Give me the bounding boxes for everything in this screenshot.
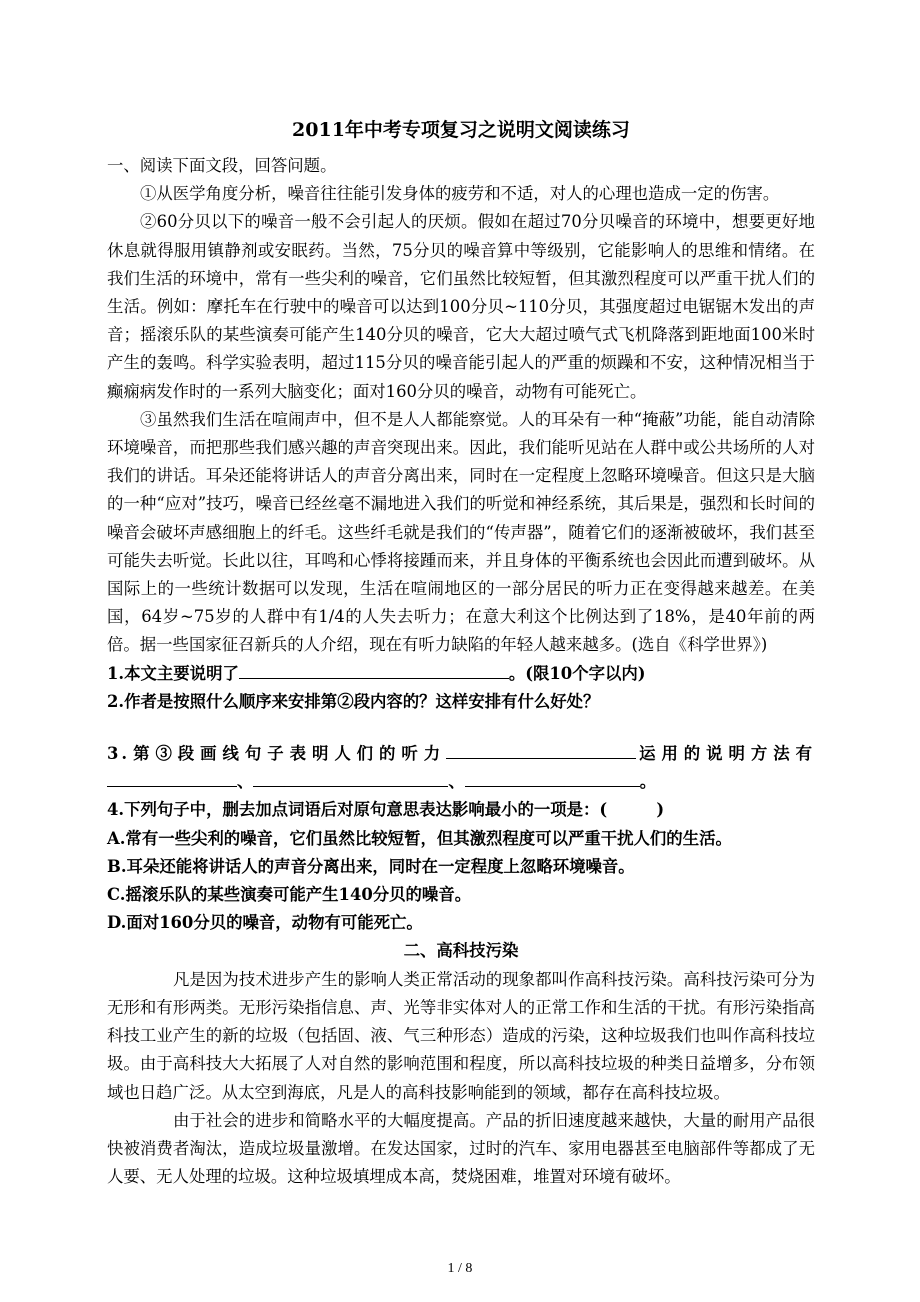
question-3-line-2 — [107, 768, 815, 796]
section2-paragraph-2: 由于社会的进步和简略水平的大幅度提高。产品的折旧速度越来越快，大量的耐用产品很快被消费者淘汰，造成垃圾量激增。在发达国家，过时的汽车、家用电器甚至电脑部件等都成了无人要、无人处理的垃圾。这种垃圾填埋成本高，焚烧困难，堆置对环境有破坏。 — [107, 1110, 815, 1187]
question-3-prefix: 3.第③段画线句子表明人们的听力 — [107, 744, 447, 764]
option-b: B.耳朵还能将讲话人的声音分离出来，同时在一定程度上忽略环境噪音。 — [107, 856, 635, 876]
option-d: D.面对160分贝的噪音，动物有可能死亡。 — [107, 913, 423, 933]
question-3-suffix: 运用的说明方法有 — [636, 744, 815, 764]
question-1-suffix: 。(限10个字以内) — [508, 663, 646, 683]
question-3-line-1 — [107, 740, 815, 768]
document-page — [107, 116, 815, 1191]
question-3-answer-blank-1[interactable] — [446, 740, 636, 759]
question-2: 2.作者是按照什么顺序来安排第②段内容的？这样安排有什么好处？ — [107, 691, 600, 711]
section1-heading: 一、阅读下面文段，回答问题。 — [107, 156, 337, 175]
option-a: A.常有一些尖利的噪音，它们虽然比较短暂，但其激烈程度可以严重干扰人们的生活。 — [107, 828, 732, 848]
document-title: 2011年中考专项复习之说明文阅读练习 — [292, 119, 630, 141]
question-3-end: 。 — [639, 772, 657, 792]
option-c: C.摇滚乐队的某些演奏可能产生140分贝的噪音。 — [107, 885, 472, 905]
question-3-separator-2: 、 — [448, 772, 465, 792]
question-3-answer-blank-2[interactable] — [107, 768, 237, 787]
question-1-prefix: 1.本文主要说明了 — [107, 663, 239, 683]
section1-paragraph-2: ②60分贝以下的噪音一般不会引起人的厌烦。假如在超过70分贝噪音的环境中，想要更好地休息就得服用镇静剂或安眠药。当然，75分贝的噪音算中等级别，它能影响人的思维和情绪。在我们生活的环境中，常有一些尖利的噪音，它们虽然比较短暂，但其激烈程度可以严重干扰人们的生活。例如：摩托车在行驶中的噪音可以达到100分贝~110分贝，其强度超过电锯锯木发出的声音；摇滚乐队的某些演奏可能产生140分贝的噪音，它大大超过喷气式飞机降落到距地面100米时产生的轰鸣。科学实验表明，超过115分贝的噪音能引起人的严重的烦躁和不安，这种情况相当于癫痫病发作时的一系列大脑变化；面对160分贝的噪音，动物有可能死亡。 — [107, 212, 815, 401]
question-3-answer-blank-3[interactable] — [253, 768, 448, 787]
answer-space — [107, 716, 815, 740]
section1-paragraph-3: ③虽然我们生活在喧闹声中，但不是人人都能察觉。人的耳朵有一种“掩蔽”功能，能自动清除环境噪音，而把那些我们感兴趣的声音突现出来。因此，我们能听见站在人群中或公共场所的人对我们的讲话。耳朵还能将讲话人的声音分离出来，同时在一定程度上忽略环境噪音。但这只是大脑的一种“应对”技巧，噪音已经丝毫不漏地进入我们的听觉和神经系统，其后果是，强烈和长时间的噪音会破坏声感细胞上的纤毛。这些纤毛就是我们的“传声器”，随着它们的逐渐被破坏，我们甚至可能失去听觉。长此以往，耳鸣和心悸将接踵而来，并且身体的平衡系统也会因此而遭到破坏。从国际上的一些统计数据可以发现，生活在喧闹地区的一部分居民的听力正在变得越来越差。在美国，64岁~75岁的人群中有1/4的人失去听力；在意大利这个比例达到了18%，是40年前的两倍。据一些国家征召新兵的人介绍，现在有听力缺陷的年轻人越来越多。(选自《科学世界》) — [107, 409, 815, 655]
question-3-separator-1: 、 — [237, 772, 254, 792]
question-4: 4.下列句子中，删去加点词语后对原句意思表达影响最小的一项是：( ) — [107, 800, 665, 820]
section2-paragraph-1: 凡是因为技术进步产生的影响人类正常活动的现象都叫作高科技污染。高科技污染可分为无形和有形两类。无形污染指信息、声、光等非实体对人的正常工作和生活的干扰。有形污染指高科技工业产生的新的垃圾（包括固、液、气三种形态）造成的污染，这种垃圾我们也叫作高科技垃圾。由于高科技大大拓展了人对自然的影响范围和程度，所以高科技垃圾的种类日益增多，分布领域也日趋广泛。从太空到海底，凡是人的高科技影响能到的领域，都存在高科技垃圾。 — [107, 969, 815, 1102]
section1-paragraph-1: ①从医学角度分析，噪音往往能引发身体的疲劳和不适，对人的心理也造成一定的伤害。 — [140, 184, 780, 204]
page-number: 1 / 8 — [447, 1261, 473, 1276]
question-3-answer-blank-4[interactable] — [465, 768, 640, 787]
question-1 — [107, 660, 815, 688]
section2-heading: 二、高科技污染 — [403, 941, 519, 961]
question-1-answer-blank[interactable] — [239, 660, 509, 679]
